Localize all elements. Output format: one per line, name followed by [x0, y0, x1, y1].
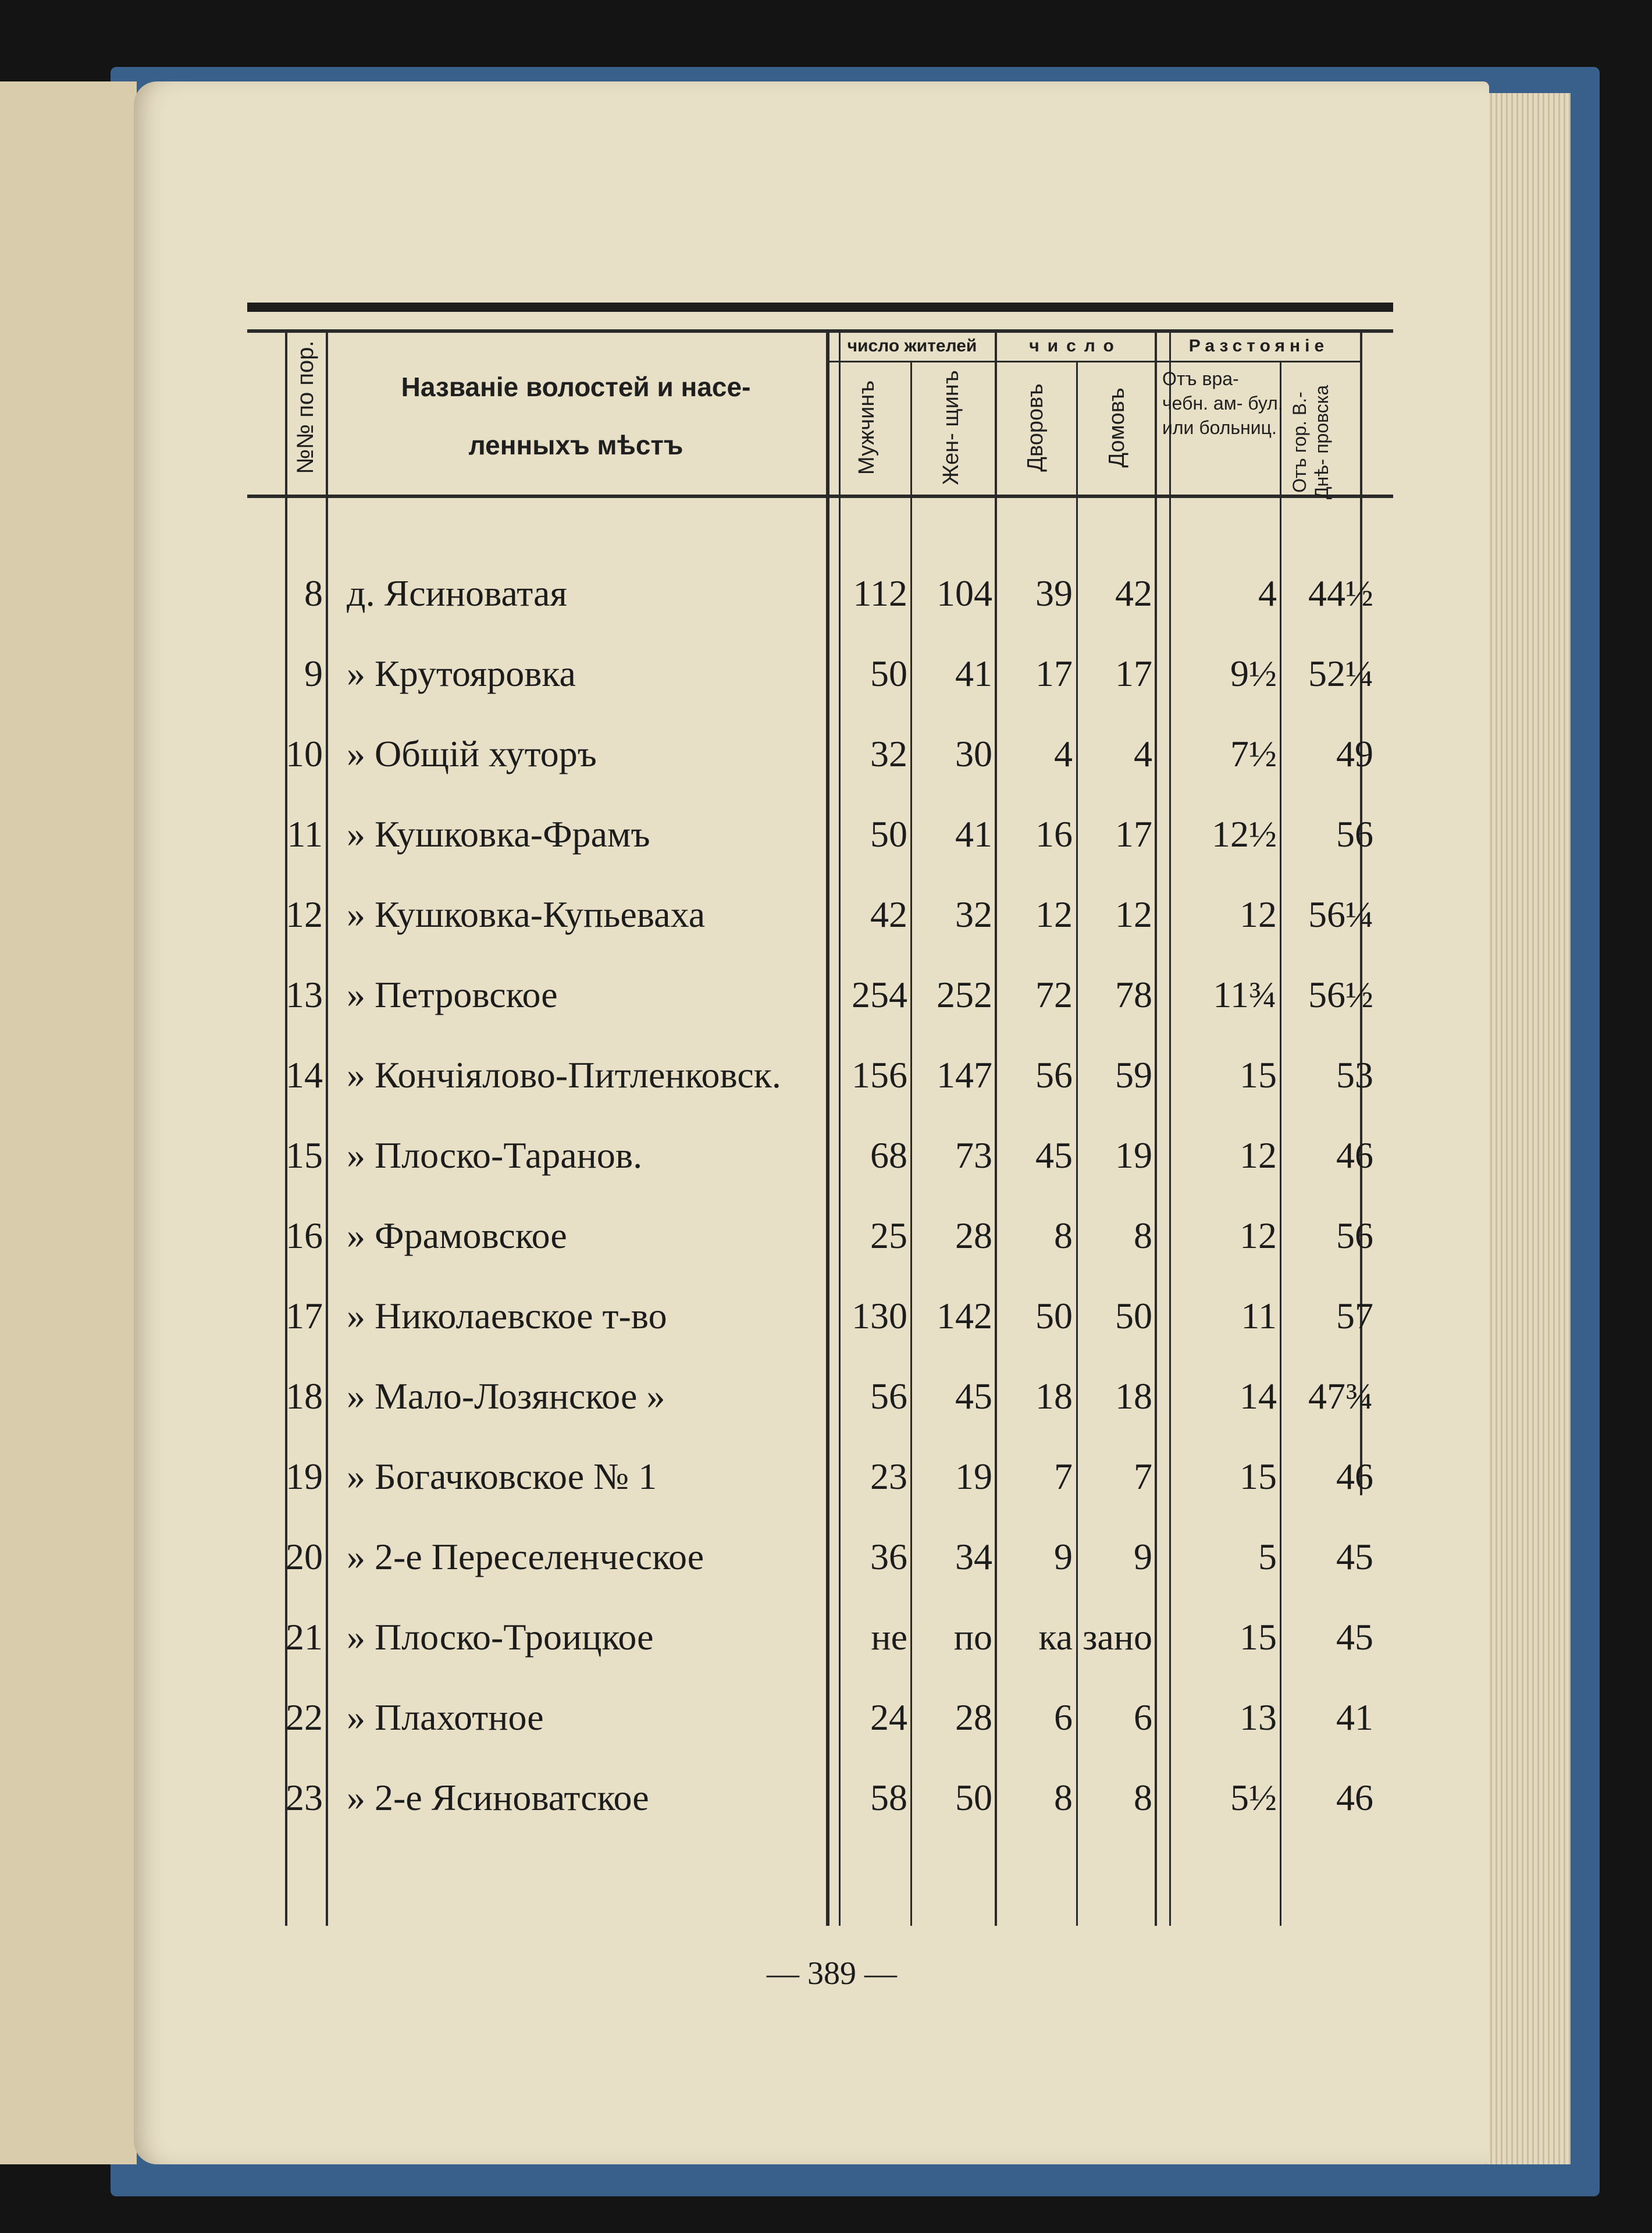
cell-dist-city: 56½: [1308, 974, 1373, 1015]
cell-dist-hosp: 12: [1240, 1215, 1277, 1256]
cell-name: » Кушковка-Фрамъ: [347, 813, 650, 855]
cell-yards: 8: [1054, 1777, 1073, 1818]
cell-dist-hosp: 12½: [1212, 813, 1277, 855]
cell-dist-hosp: 11: [1241, 1295, 1277, 1336]
cell-name: » Николаевское т-во: [347, 1295, 667, 1336]
cell-yards: 8: [1054, 1215, 1073, 1256]
header-distance-group: Разстояніе: [1188, 336, 1329, 355]
cell-dist-city: 56: [1336, 1215, 1373, 1256]
cell-women: 252: [937, 974, 992, 1015]
cell-dist-hosp: 5½: [1230, 1777, 1277, 1818]
cell-dist-city: 44½: [1308, 573, 1373, 614]
cell-men: 68: [870, 1135, 907, 1176]
cell-yards: 17: [1035, 653, 1073, 694]
cell-no: 13: [286, 974, 323, 1015]
cell-men: 25: [870, 1215, 907, 1256]
cell-women: 32: [955, 894, 992, 935]
cell-dist-hosp: 5: [1258, 1536, 1277, 1577]
cell-dist-hosp: 13: [1240, 1697, 1277, 1738]
cell-yards: 12: [1035, 894, 1073, 935]
table-row: [0, 1040, 1652, 1110]
cell-houses: 9: [1134, 1536, 1152, 1577]
cell-no: 23: [286, 1777, 323, 1818]
cell-dist-city: 45: [1336, 1616, 1373, 1658]
header-yards: Дворовъ: [1023, 383, 1048, 472]
cell-women: по: [953, 1616, 992, 1658]
header-dist-city: Отъ гор. В.-Днѣ- провска: [1289, 385, 1332, 500]
cell-men: 23: [870, 1456, 907, 1497]
cell-women: 41: [955, 813, 992, 855]
cell-yards: 39: [1035, 573, 1073, 614]
cell-name: » Петровское: [347, 974, 558, 1015]
header-women: Жен- щинъ: [939, 370, 963, 485]
cell-no: 21: [286, 1616, 323, 1658]
table-row: [0, 1683, 1652, 1752]
cell-yards: 56: [1035, 1054, 1073, 1096]
cell-women: 104: [937, 573, 992, 614]
cell-yards: ка: [1038, 1616, 1073, 1658]
cell-dist-hosp: 15: [1240, 1616, 1277, 1658]
cell-no: 8: [304, 573, 323, 614]
table-row: [0, 1361, 1652, 1431]
cell-men: 32: [870, 733, 907, 774]
cell-women: 30: [955, 733, 992, 774]
cell-no: 15: [286, 1135, 323, 1176]
cell-dist-hosp: 11¾: [1213, 974, 1277, 1015]
table-row: [0, 639, 1652, 709]
cell-dist-hosp: 14: [1240, 1375, 1277, 1417]
cell-houses: 4: [1134, 733, 1152, 774]
cell-men: 50: [870, 653, 907, 694]
cell-no: 14: [286, 1054, 323, 1096]
cell-houses: 6: [1134, 1697, 1152, 1738]
header-count-group: число: [1029, 336, 1122, 355]
table-top-rule: [247, 303, 1393, 312]
cell-women: 147: [937, 1054, 992, 1096]
table-row: [0, 799, 1652, 869]
cell-yards: 9: [1054, 1536, 1073, 1577]
cell-name: » Крутояровка: [347, 653, 576, 694]
cell-dist-city: 56: [1336, 813, 1373, 855]
cell-houses: 17: [1115, 653, 1152, 694]
cell-dist-hosp: 12: [1240, 1135, 1277, 1176]
cell-women: 45: [955, 1375, 992, 1417]
header-dist-hospital: Отъ вра- чебн. ам- бул. или больниц.: [1162, 368, 1283, 438]
table-row: [0, 1763, 1652, 1833]
cell-houses: 59: [1115, 1054, 1152, 1096]
cell-dist-hosp: 4: [1258, 573, 1277, 614]
cell-dist-hosp: 9½: [1230, 653, 1277, 694]
cell-no: 11: [287, 813, 323, 855]
cell-men: 56: [870, 1375, 907, 1417]
cell-name: » Плахотное: [347, 1697, 544, 1738]
cell-men: 254: [852, 974, 907, 1015]
cell-women: 19: [955, 1456, 992, 1497]
cell-men: 156: [852, 1054, 907, 1096]
cell-dist-city: 53: [1336, 1054, 1373, 1096]
cell-women: 73: [955, 1135, 992, 1176]
cell-dist-city: 46: [1336, 1777, 1373, 1818]
cell-yards: 7: [1054, 1456, 1073, 1497]
cell-houses: 12: [1115, 894, 1152, 935]
cell-houses: 8: [1134, 1215, 1152, 1256]
header-houses: Домовъ: [1105, 387, 1129, 468]
cell-houses: 42: [1115, 573, 1152, 614]
cell-name: » Фрамовское: [347, 1215, 567, 1256]
cell-houses: 78: [1115, 974, 1152, 1015]
cell-houses: 8: [1134, 1777, 1152, 1818]
cell-dist-hosp: 7½: [1230, 733, 1277, 774]
table-header-rule-bottom: [247, 495, 1393, 498]
cell-houses: 17: [1115, 813, 1152, 855]
cell-men: не: [871, 1616, 907, 1658]
cell-women: 50: [955, 1777, 992, 1818]
cell-women: 34: [955, 1536, 992, 1577]
cell-dist-hosp: 12: [1240, 894, 1277, 935]
cell-women: 41: [955, 653, 992, 694]
cell-name: » 2-е Переселенческое: [347, 1536, 704, 1577]
table-row: [0, 1201, 1652, 1271]
cell-name: » Плоско-Таранов.: [347, 1135, 643, 1176]
cell-houses: зано: [1083, 1616, 1152, 1658]
cell-dist-city: 45: [1336, 1536, 1373, 1577]
table-row: [0, 1442, 1652, 1512]
cell-yards: 6: [1054, 1697, 1073, 1738]
cell-no: 9: [304, 653, 323, 694]
cell-name: д. Ясиноватая: [347, 573, 567, 614]
cell-name: » Кушковка-Купьеваха: [347, 894, 706, 935]
cell-houses: 18: [1115, 1375, 1152, 1417]
header-residents-group: число жителей: [847, 336, 977, 355]
cell-no: 19: [286, 1456, 323, 1497]
cell-women: 28: [955, 1215, 992, 1256]
cell-name: » Богачковское № 1: [347, 1456, 657, 1497]
cell-name: » 2-е Ясиноватское: [347, 1777, 649, 1818]
header-men: Мужчинъ: [855, 380, 879, 475]
cell-houses: 50: [1115, 1295, 1152, 1336]
table-row: [0, 1281, 1652, 1351]
cell-name: » Плоско-Троицкое: [347, 1616, 654, 1658]
cell-dist-city: 52¼: [1308, 653, 1373, 694]
cell-dist-city: 56¼: [1308, 894, 1373, 935]
cell-name: » Общій хуторъ: [347, 733, 597, 774]
cell-women: 142: [937, 1295, 992, 1336]
cell-men: 42: [870, 894, 907, 935]
page-number: — 389 —: [767, 1955, 897, 1992]
cell-men: 36: [870, 1536, 907, 1577]
cell-dist-hosp: 15: [1240, 1054, 1277, 1096]
cell-dist-city: 41: [1336, 1697, 1373, 1738]
cell-no: 18: [286, 1375, 323, 1417]
cell-women: 28: [955, 1697, 992, 1738]
cell-yards: 4: [1054, 733, 1073, 774]
cell-men: 24: [870, 1697, 907, 1738]
cell-men: 58: [870, 1777, 907, 1818]
cell-yards: 45: [1035, 1135, 1073, 1176]
cell-men: 130: [852, 1295, 907, 1336]
cell-dist-city: 57: [1336, 1295, 1373, 1336]
table-row: [0, 1602, 1652, 1672]
cell-dist-city: 46: [1336, 1135, 1373, 1176]
cell-name: » Кончіялово-Питленковск.: [347, 1054, 781, 1096]
cell-name: » Мало-Лозянское »: [347, 1375, 665, 1417]
header-number-column: №№ по пор.: [293, 340, 318, 474]
cell-dist-hosp: 15: [1240, 1456, 1277, 1497]
cell-yards: 18: [1035, 1375, 1073, 1417]
cell-men: 50: [870, 813, 907, 855]
cell-men: 112: [853, 573, 907, 614]
cell-dist-city: 49: [1336, 733, 1373, 774]
cell-no: 22: [286, 1697, 323, 1738]
cell-yards: 16: [1035, 813, 1073, 855]
cell-dist-city: 46: [1336, 1456, 1373, 1497]
cell-no: 12: [286, 894, 323, 935]
header-name-column: Названіе волостей и насе- ленныхъ мѣстъ: [401, 372, 751, 460]
table-row: [0, 1121, 1652, 1190]
table-row: [0, 559, 1652, 628]
cell-yards: 50: [1035, 1295, 1073, 1336]
cell-dist-city: 47¾: [1308, 1375, 1373, 1417]
cell-no: 10: [286, 733, 323, 774]
table-row: [0, 880, 1652, 950]
cell-no: 20: [286, 1536, 323, 1577]
cell-houses: 19: [1115, 1135, 1152, 1176]
cell-yards: 72: [1035, 974, 1073, 1015]
table-row: [0, 719, 1652, 789]
table-row: [0, 960, 1652, 1030]
cell-no: 17: [286, 1295, 323, 1336]
cell-houses: 7: [1134, 1456, 1152, 1497]
cell-no: 16: [286, 1215, 323, 1256]
table-row: [0, 1522, 1652, 1592]
